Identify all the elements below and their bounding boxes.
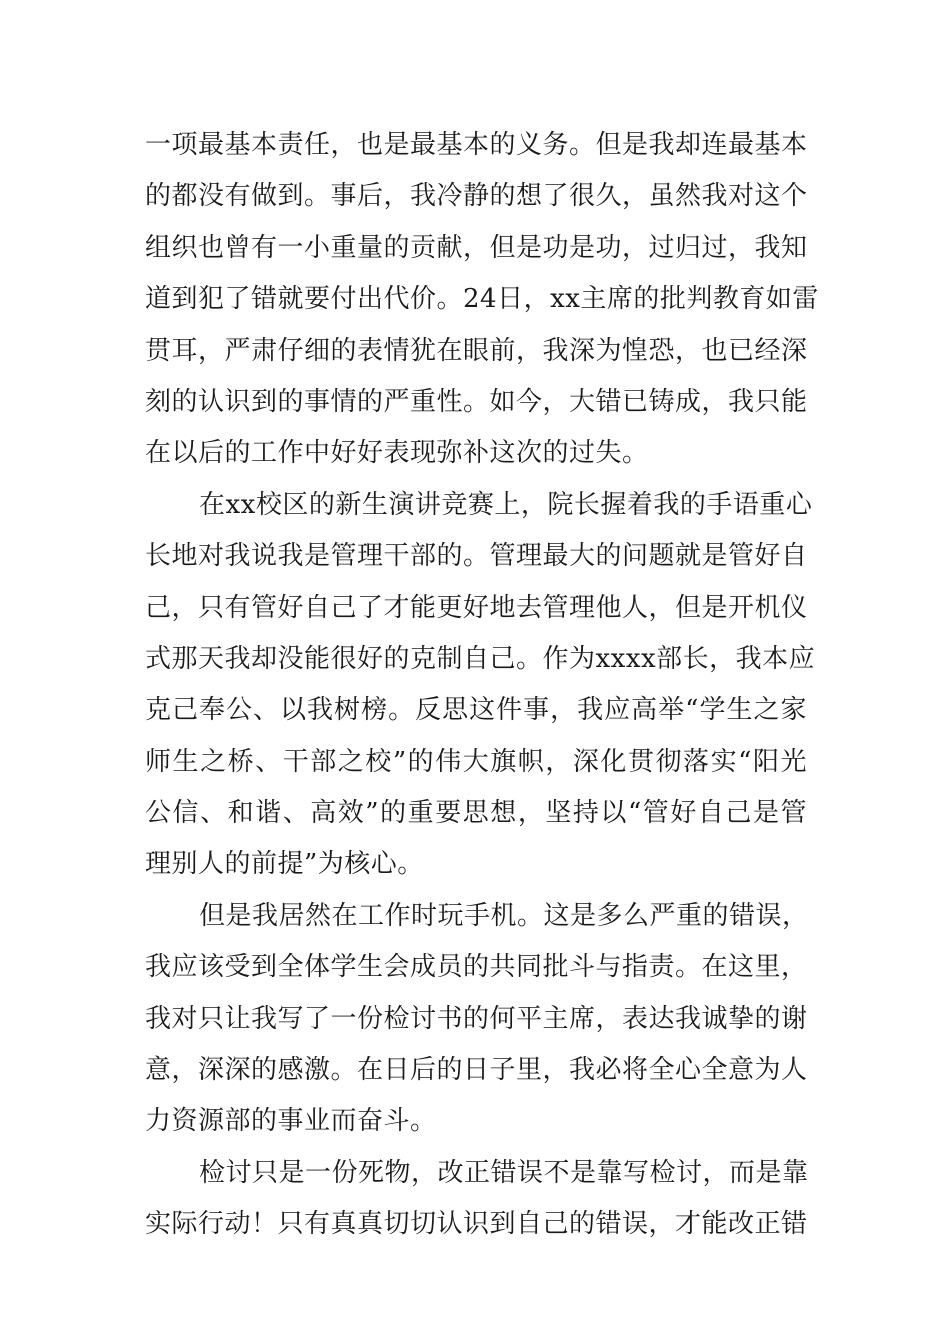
text-line: 克己奉公、以我树榜。反思这件事，我应高举“学生之家 [145, 695, 807, 726]
text-line: 长地对我说我是管理干部的。管理最大的问题就是管好自 [145, 541, 808, 572]
text-line: 在以后的工作中好好表现弥补这次的过失。 [145, 438, 649, 469]
text-line: 贯耳，严肃仔细的表情犹在眼前，我深为惶恐，也已经深 [145, 335, 808, 366]
text-line: 己，只有管好自己了才能更好地去管理他人，但是开机仪 [145, 592, 808, 623]
text-line: 公信、和谐、高效”的重要思想，坚持以“管好自己是管 [145, 798, 807, 829]
text-line: 实际行动！只有真真切切认识到自己的错误，才能改正错 [145, 1209, 808, 1240]
paragraph-first-line: 在xx校区的新生演讲竞赛上，院长握着我的手语重心 [199, 489, 813, 520]
text-line: 式那天我却没能很好的克制自己。作为xxxx部长，我本应 [145, 643, 816, 674]
text-line: 道到犯了错就要付出代价。24日，xx主席的批判教育如雷 [145, 284, 819, 315]
text-line: 刻的认识到的事情的严重性。如今，大错已铸成，我只能 [145, 386, 808, 417]
document-page [145, 120, 819, 1251]
text-line: 组织也曾有一小重量的贡献，但是功是功，过归过，我知 [145, 232, 808, 263]
text-line: 的都没有做到。事后，我冷静的想了很久，虽然我对这个 [145, 181, 808, 212]
text-line: 力资源部的事业而奋斗。 [145, 1106, 437, 1137]
text-line: 师生之桥、干部之校”的伟大旗帜，深化贯彻落实“阳光 [145, 746, 807, 777]
text-line: 理别人的前提”为核心。 [145, 849, 424, 880]
text-line: 一项最基本责任，也是最基本的义务。但是我却连最基本 [145, 130, 808, 160]
paragraph-first-line: 但是我居然在工作时玩手机。这是多么严重的错误， [199, 900, 809, 931]
text-line: 意，深深的感激。在日后的日子里，我必将全心全意为人 [145, 1055, 808, 1086]
text-line: 我应该受到全体学生会成员的共同批斗与指责。在这里， [145, 952, 808, 983]
paragraph-first-line: 检讨只是一份死物，改正错误不是靠写检讨，而是靠 [199, 1157, 809, 1188]
text-line: 我对只让我写了一份检讨书的何平主席，表达我诚挚的谢 [145, 1003, 808, 1034]
